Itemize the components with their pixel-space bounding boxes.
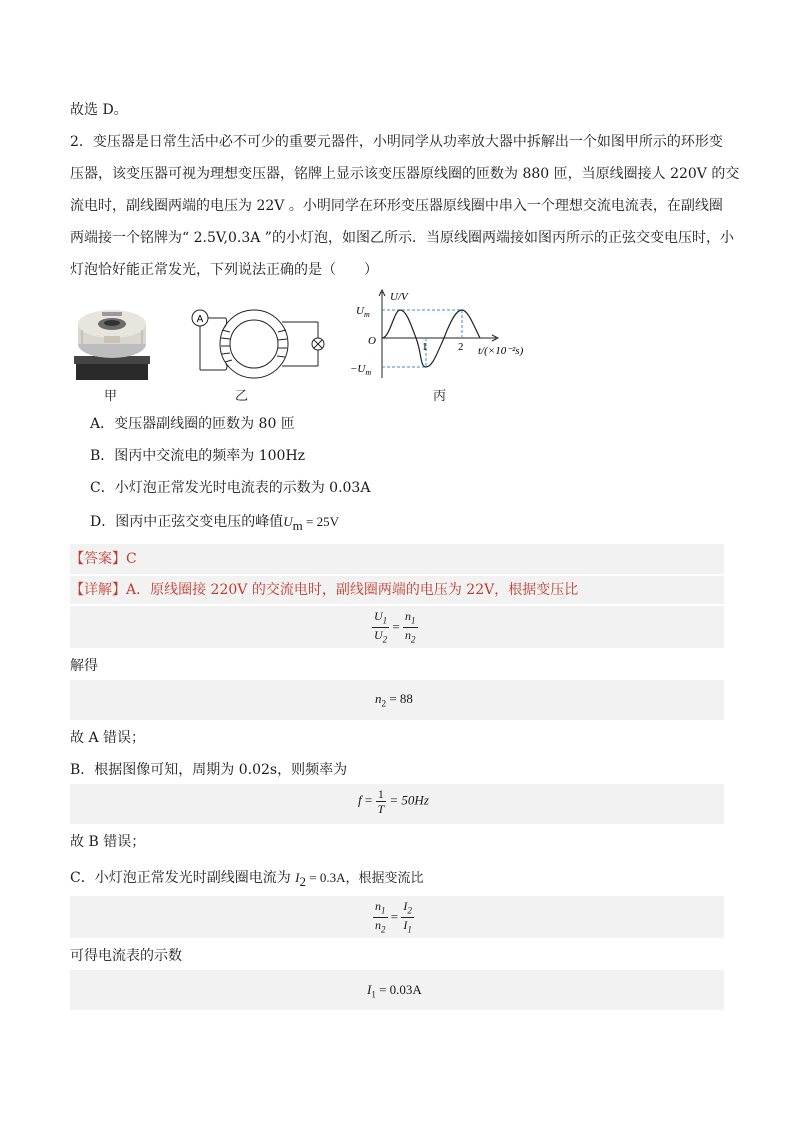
svg-text:−Um [350, 363, 371, 377]
circuit-diagram [184, 308, 326, 380]
neg-um-label: −U [350, 363, 366, 375]
a-wrong-line: 故 A 错误； [70, 730, 146, 746]
formula-voltage-ratio: $\frac{U_1}{U_2}$ = $\frac{n_1}{n_2}$ [374, 609, 416, 645]
option-d-var: U [283, 514, 293, 529]
caption-yi: 乙 [235, 389, 249, 404]
question-line-4: 两端接一个铭牌为“ 2.5V,0.3A ”的小灯泡，如图乙所示．当原线圈两端接如图丙所示的正弦交变电压时，小 [70, 230, 734, 246]
kede-line: 可得电流表的示数 [70, 948, 182, 964]
caption-jia: 甲 [104, 389, 118, 404]
c-text-pre: C．小灯泡正常发光时副线圈电流为 [70, 870, 296, 886]
formula-current-ratio: $\frac{n_1}{n_2}$ = $\frac{I_2}{I_1}$ [375, 899, 412, 935]
sine-voltage-graph [350, 286, 540, 382]
option-d-rest: = 25V [302, 514, 339, 529]
c-text-val: = 0.3A，根据变流比 [306, 870, 424, 885]
formula-n2: $n_2 = 88$ [375, 691, 413, 709]
answer-band [70, 544, 724, 574]
toroidal-transformer-photo [72, 300, 152, 382]
previous-conclusion: 故选 D。 [70, 102, 128, 118]
answer-value: C [126, 551, 137, 567]
svg-text:Um [356, 305, 370, 319]
c-text-line: C．小灯泡正常发光时副线圈电流为 $I_2 = 0.3A$，根据变流比 [70, 870, 424, 889]
f-result: = 50Hz [389, 792, 429, 808]
option-d-text: D．图丙中正弦交变电压的峰值 [90, 514, 284, 530]
ammeter-label: A [196, 314, 204, 325]
axis-u-label: U/V [390, 291, 408, 303]
um-sub: m [363, 310, 370, 319]
question-line-2: 压器，该变压器可视为理想变压器，铭牌上显示该变压器原线圈的匝数为 880 匝，当原线圈接人 220V 的交 [70, 166, 740, 182]
detail-line [70, 580, 578, 600]
option-b: B．图丙中交流电的频率为 100Hz [90, 448, 306, 464]
question-text-1: 变压器是日常生活中必不可少的重要元器件，小明同学从功率放大器中拆解出一个如图甲所示的环形变 [92, 134, 723, 150]
question-number: 2． [70, 134, 93, 150]
formula-i1: $I_1 = 0.03A$ [367, 982, 422, 1000]
axis-t-label: t/(×10⁻²s) [478, 345, 524, 357]
option-d-sub: m [292, 517, 303, 533]
neg-um-sub: m [365, 368, 372, 377]
question-line-5: 灯泡恰好能正常发光，下列说法正确的是（ ） [70, 262, 378, 278]
caption-bing: 丙 [433, 389, 447, 404]
option-c: C．小灯泡正常发光时电流表的示数为 0.03A [90, 480, 371, 496]
answer-tag: 【答案】 [70, 551, 126, 567]
b-text-line: B．根据图像可知，周期为 0.02s，则频率为 [70, 762, 348, 778]
detail-a-text: A．原线圈接 220V 的交流电时，副线圈两端的电压为 22V，根据变压比 [126, 582, 579, 598]
tick-1-label: 1 [422, 341, 428, 353]
option-a: A．变压器副线圈的匝数为 80 匝 [90, 416, 295, 432]
answer-line [70, 549, 137, 569]
origin-label: O [368, 335, 376, 347]
b-wrong-line: 故 B 错误； [70, 834, 146, 850]
n2-result: = 88 [386, 691, 413, 706]
tick-2-label: 2 [458, 341, 464, 353]
question-line-3: 流电时，副线圈两端的电压为 22V 。小明同学在环形变压器原线圈中串入一个理想交流电流表，在副线圈 [70, 198, 723, 214]
question-line-1 [70, 132, 723, 152]
i1-result: = 0.03A [375, 982, 422, 997]
option-d [90, 512, 339, 536]
formula-frequency: f = $\frac{1}{T}$ = 50Hz [358, 787, 429, 816]
detail-tag: 【详解】 [70, 582, 126, 598]
um-label: U [356, 305, 364, 317]
jiede-line: 解得 [70, 658, 98, 674]
